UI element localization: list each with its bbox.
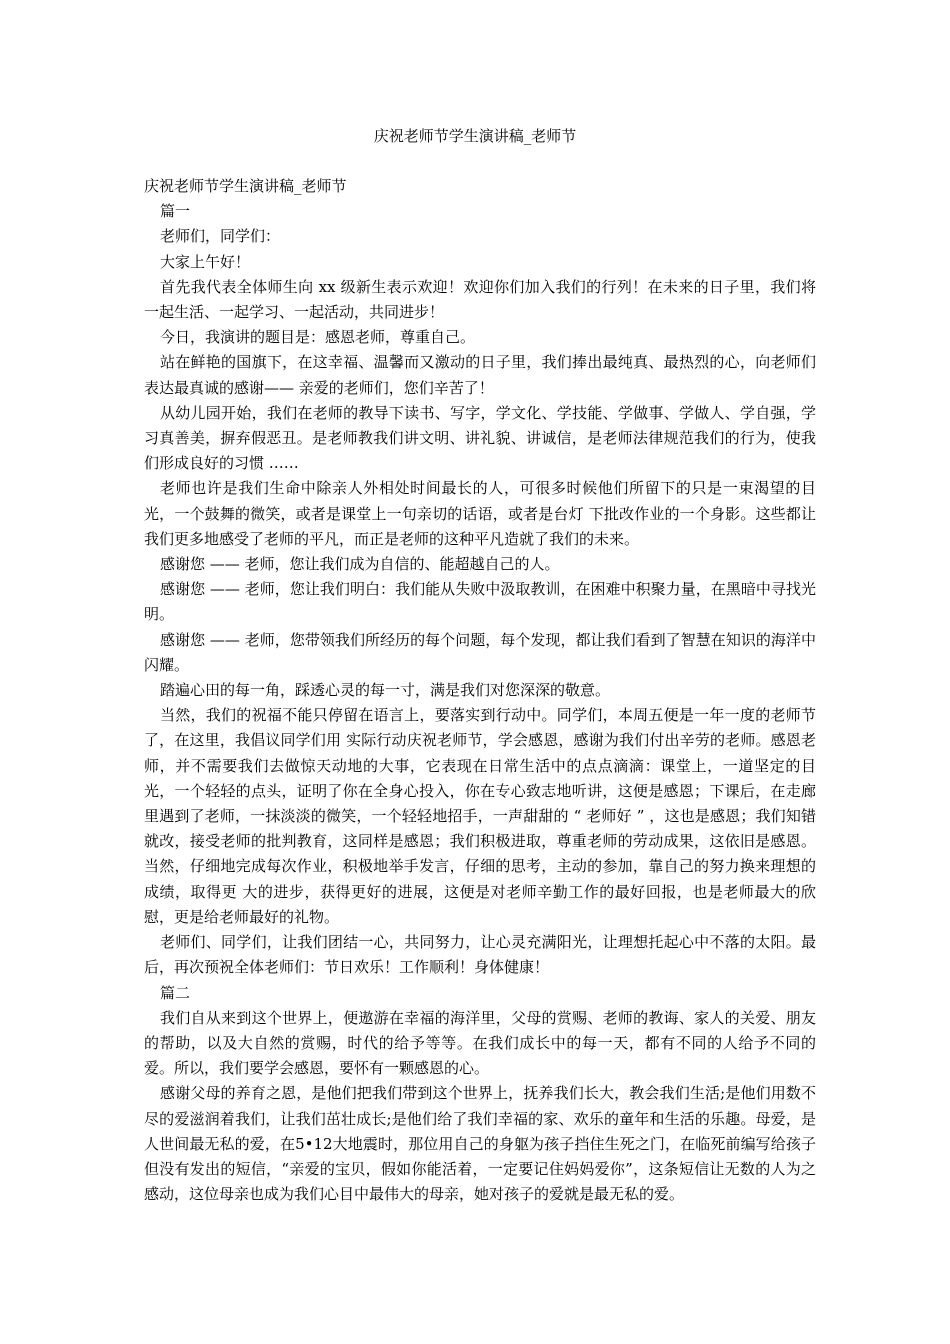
paragraph: 感谢您 —— 老师，您让我们明白：我们能从失败中汲取教训，在困难中积聚力量，在黑暗中寻找光明。 [144,580,816,624]
paragraph: 首先我代表全体师生向 xx 级新生表示欢迎！欢迎你们加入我们的行列！在未来的日子里，我们将一起生活、一起学习、一起活动，共同进步！ [144,277,816,322]
paragraph: 大家上午好！ [160,252,251,271]
paragraph: 感谢您 —— 老师，您让我们成为自信的、能超越自己的人。 [160,555,560,574]
paragraph: 感谢您 —— 老师，您带领我们所经历的每个问题，每个发现，都让我们看到了智慧在知识的海洋中闪耀。 [144,630,816,674]
paragraph: 从幼儿园开始，我们在老师的教导下读书、写字，学文化、学技能、学做事、学做人、学自强，学习真善美，摒弃假恶丑。是老师教我们讲文明、讲礼貌、讲诚信，是老师法律规范我们的行为，使我们形成良好的习惯 …… [144,403,816,473]
paragraph: 今日，我演讲的题目是：感恩老师，尊重自己。 [160,328,476,347]
section-heading-2: 篇二 [160,983,191,1002]
paragraph: 老师也许是我们生命中除亲人外相处时间最长的人，可很多时候他们所留下的只是一束渴望的目光，一个鼓舞的微笑，或者是课堂上一句亲切的话语，或者是台灯 下批改作业的一个身影。这些都让我们更多地感受了老师的平凡，而正是老师的这种平凡造就了我们的未来。 [144,479,816,548]
paragraph: 当然，我们的祝福不能只停留在语言上，要落实到行动中。同学们，本周五便是一年一度的老师节了，在这里，我倡议同学们用 实际行动庆祝老师节，学会感恩，感谢为我们付出辛劳的老师。感恩老师，并不需要我们去做惊天动地的大事，它表现在日常生活中的点点滴滴：课堂上，一道坚定的目光，一个轻轻的点头，证明了你在全身心投入，你在专心致志地听讲，这便是感恩；下课后，在走廊里遇到了老师，一抹淡淡的微笑，一个轻轻地招手，一声甜甜的 “ 老师好 ” ，这也是感恩；我们知错就改，接受老师的批判教育，这同样是感恩；我们积极进取，尊重老师的劳动成果，这依旧是感恩。当然，仔细地完成每次作业，积极地举手发言，仔细的思考，主动的参加，靠自己的努力换来理想的成绩，取得更 大的进步，获得更好的进展，这便是对老师辛勤工作的最好回报，也是老师最大的欣慰，更是给老师最好的礼物。 [144,706,816,926]
paragraph: 老师们、同学们，让我们团结一心，共同努力，让心灵充满阳光，让理想托起心中不落的太阳。最后，再次预祝全体老师们：节日欢乐！工作顺利！身体健康！ [144,933,816,977]
paragraph: 老师们，同学们： [160,227,281,246]
paragraph: 踏遍心田的每一角，踩透心灵的每一寸，满是我们对您深深的敬意。 [160,681,611,700]
page-title: 庆祝老师节学生演讲稿_老师节 [373,127,577,145]
document-subtitle: 庆祝老师节学生演讲稿_老师节 [144,177,347,195]
section-heading-1: 篇一 [160,202,191,221]
paragraph: 我们自从来到这个世界上，便遨游在幸福的海洋里，父母的赏赐、老师的教诲、家人的关爱、朋友的帮助，以及大自然的赏赐，时代的给予等等。在我们成长中的每一天，都有不同的人给予不同的爱。所以，我们要学会感恩，要怀有一颗感恩的心。 [144,1008,816,1078]
paragraph: 站在鲜艳的国旗下，在这幸福、温馨而又激动的日子里，我们捧出最纯真、最热烈的心，向老师们表达最真诚的感谢—— 亲爱的老师们，您们辛苦了！ [144,353,816,397]
paragraph: 感谢父母的养育之恩，是他们把我们带到这个世界上，抚养我们长大，教会我们生活;是他们用数不尽的爱滋润着我们，让我们茁壮成长;是他们给了我们幸福的家、欢乐的童年和生活的乐趣。母爱，是人世间最无私的爱，在5•12大地震时，那位用自己的身躯为孩子挡住生死之门，在临死前编写给孩子但没有发出的短信，“亲爱的宝贝，假如你能活着，一定要记住妈妈爱你”，这条短信让无数的人为之感动，这位母亲也成为我们心目中最伟大的母亲，她对孩子的爱就是最无私的爱。 [144,1084,816,1204]
document-body [144,174,816,1207]
